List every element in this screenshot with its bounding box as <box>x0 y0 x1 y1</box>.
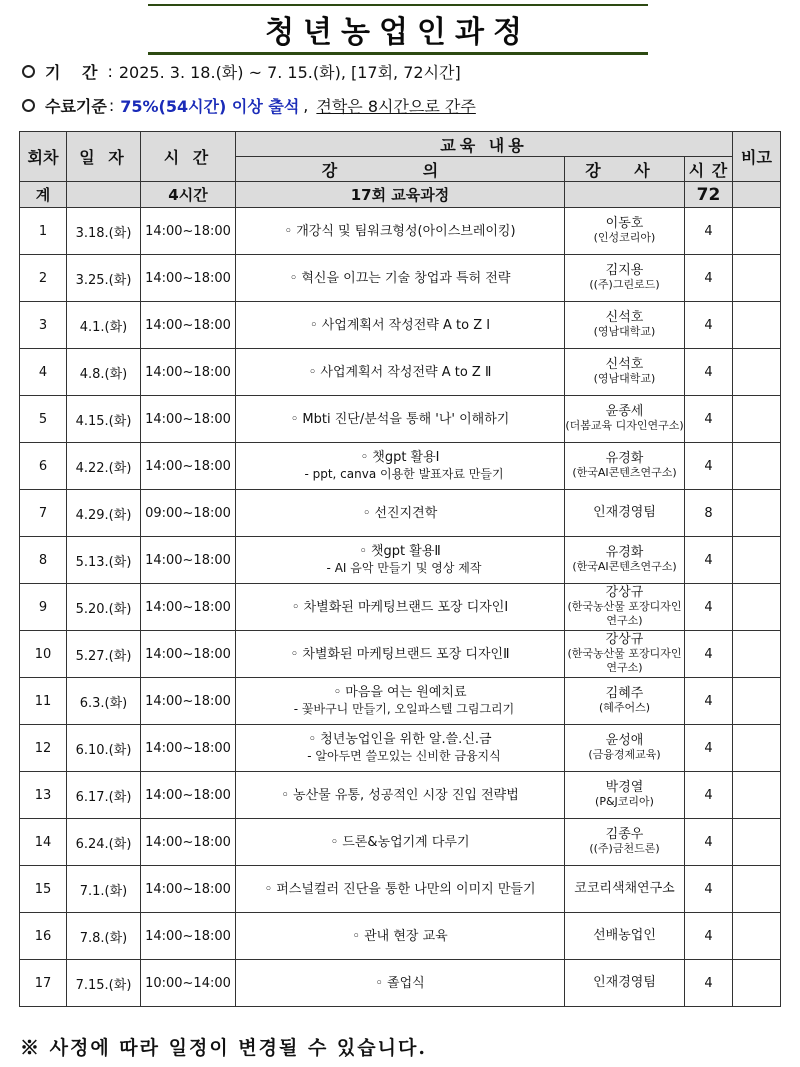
row-lecture <box>236 490 565 537</box>
instructor-name: 신석호 <box>605 357 644 372</box>
row-number: 1 <box>20 208 67 255</box>
criteria-note: 견학은 8시간으로 간주 <box>316 97 476 116</box>
instructor-org: (인성코리아) <box>593 231 656 244</box>
lecture-title: ◦ 졸업식 <box>375 975 425 991</box>
row-lecture <box>236 584 565 631</box>
row-number: 13 <box>20 772 67 819</box>
row-remark <box>733 584 781 631</box>
row-hours: 4 <box>685 208 733 255</box>
circle-bullet-icon <box>22 99 35 112</box>
row-date: 5.20.(화) <box>67 584 141 631</box>
row-lecture <box>236 396 565 443</box>
row-time: 14:00~18:00 <box>141 302 236 349</box>
row-time: 14:00~18:00 <box>141 913 236 960</box>
period-label: 기 간 <box>45 63 106 82</box>
instructor-org: (한국농산물 포장디자인연구소) <box>567 647 682 674</box>
header-hours: 시 간 <box>685 157 733 182</box>
row-number: 4 <box>20 349 67 396</box>
total-date <box>67 182 141 208</box>
lecture-title: ◦ 차별화된 마케팅브랜드 포장 디자인Ⅰ <box>291 599 509 615</box>
row-time: 10:00~14:00 <box>141 960 236 1007</box>
lecture-subtitle: - 알아두면 쓸모있는 신비한 금융지식 <box>307 749 501 763</box>
header-content: 교육 내용 <box>236 132 733 157</box>
row-date: 6.10.(화) <box>67 725 141 772</box>
row-instructor <box>565 725 685 772</box>
table-row <box>20 913 781 960</box>
table-row <box>20 678 781 725</box>
row-hours: 4 <box>685 960 733 1007</box>
instructor-name: 인재경영팀 <box>593 505 656 520</box>
criteria-line: 수료기준 : 75%(54시간) 이상 출석 , 견학은 8시간으로 간주 <box>22 94 476 117</box>
row-remark <box>733 866 781 913</box>
instructor-name: 신석호 <box>605 310 644 325</box>
criteria-label: 수료기준 <box>45 97 107 116</box>
header-no: 회차 <box>20 132 67 182</box>
row-instructor <box>565 302 685 349</box>
row-hours: 4 <box>685 349 733 396</box>
lecture-title: ◦ 챗gpt 활용Ⅱ <box>359 544 441 559</box>
instructor-name: 박경열 <box>605 780 644 795</box>
row-date: 6.17.(화) <box>67 772 141 819</box>
instructor-org: (금융경제교육) <box>588 748 661 761</box>
table-row <box>20 960 781 1007</box>
instructor-org: (한국AI콘텐츠연구소) <box>572 466 677 479</box>
row-remark <box>733 913 781 960</box>
row-instructor <box>565 866 685 913</box>
row-instructor <box>565 443 685 490</box>
row-date: 6.3.(화) <box>67 678 141 725</box>
row-lecture <box>236 913 565 960</box>
row-remark <box>733 631 781 678</box>
period-line: 기 간 : 2025. 3. 18.(화) ~ 7. 15.(화), [17회, 72시간] <box>22 60 461 83</box>
header-lecture: 강 의 <box>236 157 565 182</box>
row-date: 4.15.(화) <box>67 396 141 443</box>
row-hours: 4 <box>685 255 733 302</box>
row-hours: 4 <box>685 819 733 866</box>
header-time: 시 간 <box>141 132 236 182</box>
row-hours: 4 <box>685 631 733 678</box>
instructor-name: 윤성애 <box>605 733 644 748</box>
row-lecture <box>236 866 565 913</box>
row-time: 14:00~18:00 <box>141 255 236 302</box>
row-remark <box>733 819 781 866</box>
row-hours: 8 <box>685 490 733 537</box>
row-number: 11 <box>20 678 67 725</box>
instructor-org: (P&J코리아) <box>595 795 654 808</box>
row-remark <box>733 396 781 443</box>
lecture-title: ◦ 관내 현장 교육 <box>352 928 448 944</box>
criteria-separator: , <box>303 96 309 115</box>
row-time: 14:00~18:00 <box>141 443 236 490</box>
row-instructor <box>565 490 685 537</box>
row-remark <box>733 772 781 819</box>
table-row <box>20 819 781 866</box>
row-date: 4.8.(화) <box>67 349 141 396</box>
instructor-name: 이동호 <box>605 216 644 231</box>
table-row <box>20 631 781 678</box>
table-row <box>20 537 781 584</box>
table-row <box>20 866 781 913</box>
row-time: 14:00~18:00 <box>141 772 236 819</box>
row-date: 3.18.(화) <box>67 208 141 255</box>
row-remark <box>733 208 781 255</box>
row-date: 7.1.(화) <box>67 866 141 913</box>
row-instructor <box>565 960 685 1007</box>
circle-bullet-icon <box>22 65 35 78</box>
instructor-name: 강상규 <box>605 585 644 600</box>
row-hours: 4 <box>685 584 733 631</box>
total-time: 4시간 <box>141 182 236 208</box>
lecture-title: ◦ 퍼스널컬러 진단을 통한 나만의 이미지 만들기 <box>264 881 536 897</box>
row-number: 12 <box>20 725 67 772</box>
row-lecture <box>236 208 565 255</box>
lecture-subtitle: - 꽃바구니 만들기, 오일파스텔 그림그리기 <box>293 702 515 716</box>
row-number: 6 <box>20 443 67 490</box>
table-row <box>20 490 781 537</box>
row-instructor <box>565 537 685 584</box>
row-lecture <box>236 255 565 302</box>
row-date: 7.8.(화) <box>67 913 141 960</box>
row-date: 4.1.(화) <box>67 302 141 349</box>
schedule-table <box>19 131 781 1007</box>
lecture-subtitle: - ppt, canva 이용한 발표자료 만들기 <box>304 467 504 481</box>
lecture-title: ◦ 청년농업인을 위한 알.쓸.신.금 <box>308 732 492 747</box>
total-lecture: 17회 교육과정 <box>236 182 565 208</box>
row-instructor <box>565 584 685 631</box>
instructor-name: 김지용 <box>605 263 644 278</box>
instructor-org: ((주)금천드론) <box>589 842 660 855</box>
row-time: 14:00~18:00 <box>141 631 236 678</box>
row-time: 14:00~18:00 <box>141 866 236 913</box>
row-number: 8 <box>20 537 67 584</box>
lecture-title: ◦ Mbti 진단/분석을 통해 '나' 이해하기 <box>290 411 510 427</box>
instructor-org: (한국AI콘텐츠연구소) <box>572 560 677 573</box>
row-remark <box>733 678 781 725</box>
table-row <box>20 584 781 631</box>
row-number: 3 <box>20 302 67 349</box>
row-hours: 4 <box>685 772 733 819</box>
instructor-name: 강상규 <box>605 632 644 647</box>
row-number: 16 <box>20 913 67 960</box>
row-hours: 4 <box>685 913 733 960</box>
row-date: 7.15.(화) <box>67 960 141 1007</box>
table-row <box>20 302 781 349</box>
row-hours: 4 <box>685 725 733 772</box>
row-lecture <box>236 772 565 819</box>
table-row <box>20 443 781 490</box>
lecture-subtitle: - AI 음악 만들기 및 영상 제작 <box>326 561 482 575</box>
row-instructor <box>565 913 685 960</box>
footnote: ※ 사정에 따라 일정이 변경될 수 있습니다. <box>20 1037 427 1059</box>
row-lecture <box>236 349 565 396</box>
total-hours: 72 <box>685 182 733 208</box>
row-remark <box>733 302 781 349</box>
criteria-highlight: 75%(54시간) 이상 출석 <box>120 97 300 116</box>
row-time: 09:00~18:00 <box>141 490 236 537</box>
instructor-org: (영남대학교) <box>593 325 656 338</box>
instructor-org: ((주)그린로드) <box>589 278 660 291</box>
table-row <box>20 208 781 255</box>
row-time: 14:00~18:00 <box>141 349 236 396</box>
row-lecture <box>236 960 565 1007</box>
period-value: 2025. 3. 18.(화) ~ 7. 15.(화), [17회, 72시간] <box>118 63 461 82</box>
row-number: 17 <box>20 960 67 1007</box>
lecture-title: ◦ 농산물 유통, 성공적인 시장 진입 전략법 <box>281 787 519 803</box>
lecture-title: ◦ 차별화된 마케팅브랜드 포장 디자인Ⅱ <box>290 646 510 662</box>
lecture-title: ◦ 개강식 및 팀워크형성(아이스브레이킹) <box>284 223 516 239</box>
row-number: 14 <box>20 819 67 866</box>
instructor-org: (혜주어스) <box>598 701 651 714</box>
row-lecture <box>236 302 565 349</box>
row-lecture <box>236 678 565 725</box>
row-hours: 4 <box>685 443 733 490</box>
table-row <box>20 396 781 443</box>
row-date: 5.13.(화) <box>67 537 141 584</box>
row-lecture <box>236 631 565 678</box>
instructor-name: 김혜주 <box>605 686 644 701</box>
lecture-title: ◦ 사업계획서 작성전략 A to Z Ⅱ <box>308 364 492 380</box>
title-box <box>148 4 648 55</box>
table-row <box>20 255 781 302</box>
row-time: 14:00~18:00 <box>141 396 236 443</box>
row-instructor <box>565 255 685 302</box>
row-time: 14:00~18:00 <box>141 537 236 584</box>
row-lecture <box>236 725 565 772</box>
total-label: 계 <box>20 182 67 208</box>
row-remark <box>733 537 781 584</box>
row-remark <box>733 725 781 772</box>
row-hours: 4 <box>685 396 733 443</box>
header-date: 일 자 <box>67 132 141 182</box>
instructor-name: 김종우 <box>605 827 644 842</box>
row-instructor <box>565 349 685 396</box>
header-remark: 비고 <box>733 132 781 182</box>
row-date: 6.24.(화) <box>67 819 141 866</box>
instructor-name: 유경화 <box>605 451 644 466</box>
row-date: 4.22.(화) <box>67 443 141 490</box>
row-number: 10 <box>20 631 67 678</box>
total-remark <box>733 182 781 208</box>
row-date: 5.27.(화) <box>67 631 141 678</box>
row-instructor <box>565 772 685 819</box>
instructor-name: 선배농업인 <box>593 928 656 943</box>
instructor-org: (한국농산물 포장디자인연구소) <box>567 600 682 627</box>
row-instructor <box>565 208 685 255</box>
table-row <box>20 772 781 819</box>
row-remark <box>733 490 781 537</box>
row-number: 5 <box>20 396 67 443</box>
instructor-name: 인재경영팀 <box>593 975 656 990</box>
row-hours: 4 <box>685 678 733 725</box>
instructor-name: 윤종세 <box>605 404 644 419</box>
row-lecture <box>236 443 565 490</box>
row-remark <box>733 960 781 1007</box>
row-lecture <box>236 819 565 866</box>
row-time: 14:00~18:00 <box>141 678 236 725</box>
lecture-title: ◦ 드론&농업기계 다루기 <box>330 834 470 850</box>
lecture-title: ◦ 챗gpt 활용Ⅰ <box>360 450 440 465</box>
header-instructor: 강 사 <box>565 157 685 182</box>
row-date: 4.29.(화) <box>67 490 141 537</box>
instructor-org: (영남대학교) <box>593 372 656 385</box>
row-time: 14:00~18:00 <box>141 819 236 866</box>
row-lecture <box>236 537 565 584</box>
row-number: 9 <box>20 584 67 631</box>
row-time: 14:00~18:00 <box>141 208 236 255</box>
instructor-org: (더봄교육 디자인연구소) <box>565 419 684 432</box>
row-instructor <box>565 631 685 678</box>
lecture-title: ◦ 사업계획서 작성전략 A to Z Ⅰ <box>309 317 491 333</box>
row-hours: 4 <box>685 537 733 584</box>
lecture-title: ◦ 선진지견학 <box>362 505 438 521</box>
table-row <box>20 725 781 772</box>
lecture-title: ◦ 혁신을 이끄는 기술 창업과 특허 전략 <box>289 270 511 286</box>
row-time: 14:00~18:00 <box>141 725 236 772</box>
row-remark <box>733 349 781 396</box>
row-remark <box>733 443 781 490</box>
row-number: 15 <box>20 866 67 913</box>
row-date: 3.25.(화) <box>67 255 141 302</box>
row-hours: 4 <box>685 302 733 349</box>
instructor-name: 유경화 <box>605 545 644 560</box>
total-row <box>20 182 781 208</box>
row-instructor <box>565 678 685 725</box>
row-hours: 4 <box>685 866 733 913</box>
lecture-title: ◦ 마음을 여는 원예치료 <box>333 685 467 700</box>
row-instructor <box>565 396 685 443</box>
instructor-name: 코코리색채연구소 <box>574 881 675 896</box>
page-title: 청년농업인과정 <box>265 15 531 50</box>
total-instructor <box>565 182 685 208</box>
row-number: 7 <box>20 490 67 537</box>
row-number: 2 <box>20 255 67 302</box>
table-row <box>20 349 781 396</box>
row-instructor <box>565 819 685 866</box>
row-time: 14:00~18:00 <box>141 584 236 631</box>
row-remark <box>733 255 781 302</box>
